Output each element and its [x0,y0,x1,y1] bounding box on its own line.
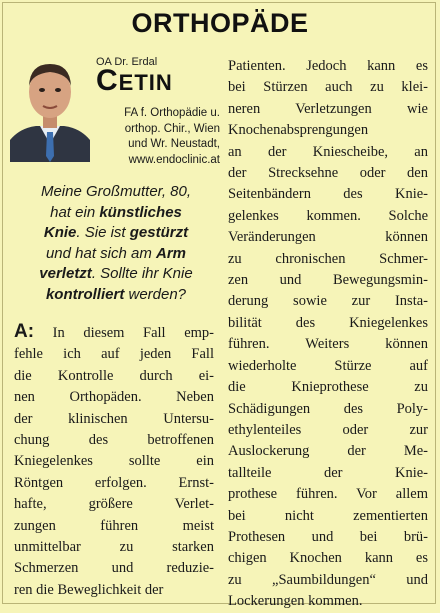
question-emphasis: Knie [43,224,77,241]
answer-text: Knochenabsprengungen [228,122,369,139]
answer-text: ethylenteiles oder zur [228,421,428,438]
answer-text: der klinischen Untersu- [14,410,214,427]
answer-line [228,527,428,548]
answer-text: Auslockerung der Me- [228,443,428,460]
answer-marker: A: [14,321,35,342]
answer-line [228,184,428,205]
answer-line [14,473,214,494]
doctor-info-line: FA f. Orthopädie u. [124,107,220,119]
answer-line [14,558,214,579]
answer-text: fehle ich auf jeden Fall [14,346,214,363]
answer-column-left [14,321,214,601]
answer-line [228,441,428,462]
answer-line [14,430,214,451]
question-text: Meine Großmutter, 80, [40,183,192,200]
answer-text: Kniegelenkes sollte ein [14,453,214,470]
answer-line [228,142,428,163]
answer-line [14,366,214,387]
doctor-info-line: und Wr. Neustadt, [128,138,220,150]
answer-line [14,580,214,601]
answer-line [228,270,428,291]
doctor-name [96,64,173,98]
answer-line [14,451,214,472]
answer-line [228,484,428,505]
doctor-name-initial: C [96,64,119,97]
answer-text: zu „Saumbildungen“ und [228,571,428,588]
question-text: . Sollte ihr Knie [91,265,193,282]
answer-text: Patienten. Jedoch kann es [228,58,428,74]
answer-text: wiederholte Stürze auf [228,357,428,374]
doctor-info [96,106,220,168]
answer-text: hafte, größere Verlet- [14,496,214,513]
question-line [14,285,218,306]
answer-text: chigen Knochen kann es [228,550,428,567]
question-line [14,244,218,265]
answer-line [228,570,428,591]
answer-text: tallteile der Knie- [228,464,428,481]
answer-line [14,409,214,430]
answer-line [14,344,214,365]
answer-line [228,163,428,184]
doctor-name-rest: ETIN [118,70,173,95]
answer-text: bei nicht zementierten [228,507,428,524]
answer-text: Seitenbändern des Knie- [228,186,428,203]
question-line [14,203,218,224]
answer-text: gelenkes kommen. Solche [228,207,428,224]
page-title: ORTHOPÄDE [131,8,309,38]
doctor-website: www.endoclinic.at [128,153,220,166]
answer-text: chung des betroffenen [14,432,214,449]
question-text: und hat sich am [45,244,157,262]
doctor-info-line: orthop. Chir., Wien [124,122,220,135]
answer-line [14,516,214,537]
answer-text: Veränderungen können [228,229,428,246]
answer-line [228,506,428,527]
answer-line [228,77,428,98]
doctor-photo [10,52,90,162]
question-emphasis: gestürzt [129,224,189,241]
answer-line [228,463,428,484]
answer-text: In diesem Fall emp- [34,325,214,341]
answer-text: Schädigungen des Poly- [228,400,428,417]
answer-line [228,399,428,420]
answer-line [228,313,428,334]
question-emphasis: kontrolliert [45,285,125,303]
answer-line [228,591,428,612]
question-emphasis: künstliches [99,203,182,221]
answer-line [14,494,214,515]
answer-text: führen. Weiters können [228,336,428,353]
question-text: werden? [124,285,187,303]
answer-line [228,206,428,227]
answer-text: Röntgen erfolgen. Ernst- [14,474,214,491]
answer-text: Lockerungen kommen. [228,593,363,610]
question-line [14,182,218,203]
answer-line [228,377,428,398]
question-line [14,264,218,285]
answer-text: prothese führen. Vor allem [228,486,428,503]
answer-line [228,291,428,312]
answer-text: die Kontrolle durch ei- [14,367,214,384]
answer-text: nen Orthopäden. Neben [14,389,214,406]
answer-line [228,227,428,248]
reader-question [14,182,218,305]
answer-text: die Knieprothese zu [228,379,428,396]
answer-line [228,99,428,120]
answer-text: an der Kniescheibe, an [228,143,428,160]
question-line [14,223,218,244]
answer-line [228,420,428,441]
answer-line [228,56,428,77]
answer-text: neren Verletzungen wie [228,100,428,117]
answer-line [228,334,428,355]
question-emphasis: verletzt [39,265,92,282]
answer-line [228,120,428,141]
answer-line [14,321,214,344]
answer-text: unmittelbar zu starken [14,539,214,556]
answer-text: derung sowie zur Insta- [228,293,428,310]
answer-text: bilität des Kniegelenkes [228,314,428,331]
question-text: hat ein [50,203,100,221]
question-text: . Sie ist [76,224,130,241]
answer-text: Schmerzen und reduzie- [14,560,214,577]
answer-text: Prothesen und bei brü- [228,528,428,545]
answer-text: bei Stürzen auch zu klei- [228,79,428,96]
question-emphasis: Arm [156,244,187,262]
answer-line [228,548,428,569]
answer-column-right [228,56,428,613]
answer-line [14,537,214,558]
answer-text: zu chronischen Schmer- [228,250,428,267]
answer-line [14,387,214,408]
answer-line [228,249,428,270]
answer-text: der Strecksehne oder den [228,165,428,182]
doctor-title: OA Dr. Erdal [96,56,158,68]
answer-text: ren die Beweglichkeit der [14,581,164,598]
answer-text: zen und Bewegungsmin- [228,272,428,289]
answer-line [228,356,428,377]
answer-text: zungen führen meist [14,517,214,534]
